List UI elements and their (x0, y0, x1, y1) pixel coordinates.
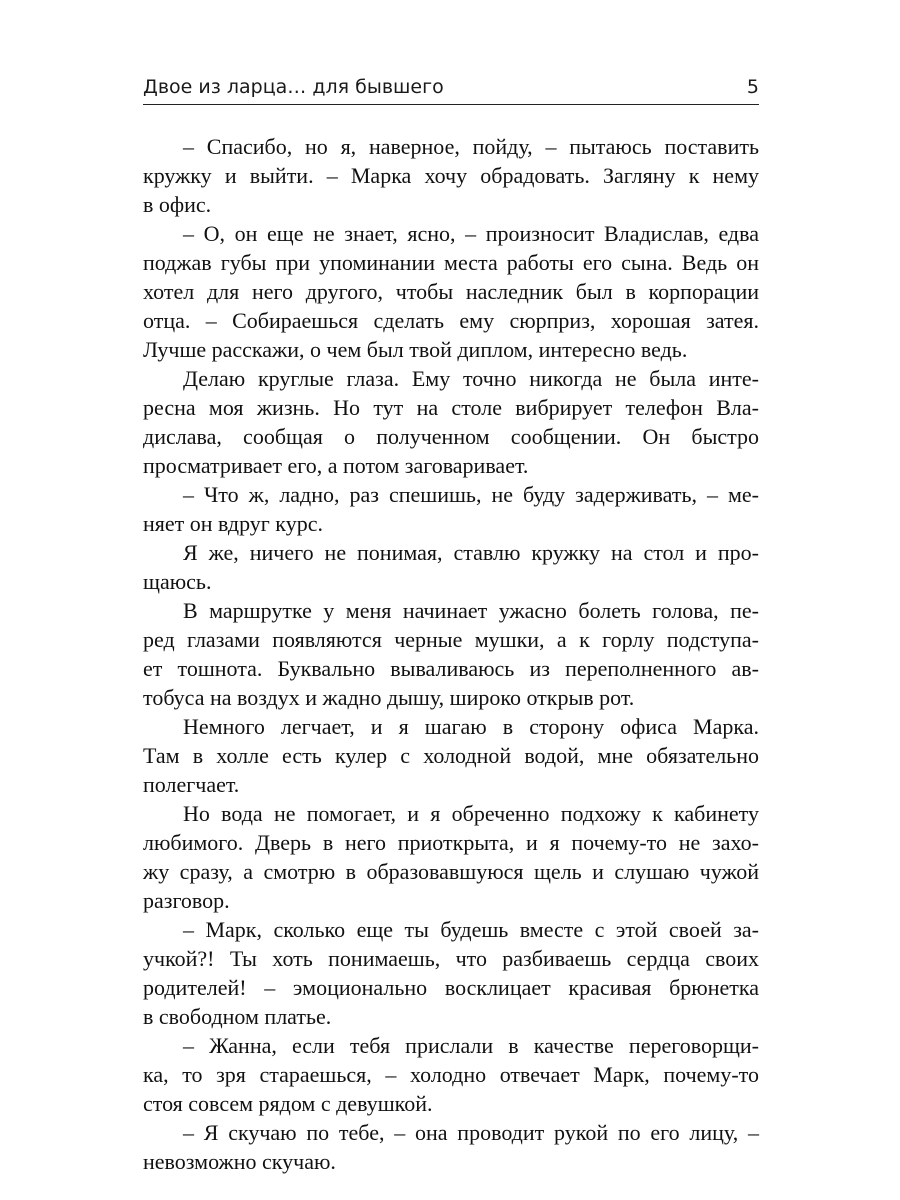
text-line: тобуса на воздух и жадно дышу, широко открыв рот. (143, 685, 635, 710)
text-line: – Спасибо, но я, наверное, пойду, – пытаюсь поставить (183, 134, 759, 159)
running-header (143, 76, 759, 102)
text-line: поджав губы при упоминании места работы его сына. Ведь он (143, 250, 759, 275)
paragraph (143, 1031, 759, 1118)
text-line: ред глазами появляются черные мушки, а к горлу подступа- (143, 627, 759, 652)
paragraph (143, 219, 759, 364)
text-line: учкой?! Ты хоть понимаешь, что разбиваешь сердца своих (143, 946, 759, 971)
paragraph (143, 538, 759, 596)
text-line: кружку и выйти. – Марка хочу обрадовать. Загляну к нему (143, 163, 759, 188)
text-line: – О, он еще не знает, ясно, – произносит Владислав, едва (183, 221, 759, 246)
text-line: ка, то зря стараешься, – холодно отвечает Марк, почему-то (143, 1062, 759, 1087)
text-line: любимого. Дверь в него приоткрыта, и я почему-то не захо- (143, 830, 759, 855)
text-line: разговор. (143, 888, 230, 913)
running-title: Двое из ларца… для бывшего (143, 76, 444, 98)
text-line: полегчает. (143, 772, 240, 797)
text-line: – Я скучаю по тебе, – она проводит рукой по его лицу, – (183, 1120, 759, 1145)
text-line: Делаю круглые глаза. Ему точно никогда не была инте- (183, 366, 759, 391)
text-line: – Марк, сколько еще ты будешь вместе с этой своей за- (183, 917, 759, 942)
paragraph (143, 364, 759, 480)
text-line: Я же, ничего не понимая, ставлю кружку на стол и про- (183, 540, 759, 565)
paragraph (143, 1118, 759, 1176)
body-text (143, 132, 759, 1176)
paragraph (143, 915, 759, 1031)
text-line: просматривает его, а потом заговаривает. (143, 453, 529, 478)
text-line: Но вода не помогает, и я обреченно подхожу к кабинету (183, 801, 759, 826)
text-line: хотел для него другого, чтобы наследник был в корпорации (143, 279, 759, 304)
paragraph (143, 799, 759, 915)
text-line: в офис. (143, 192, 212, 217)
text-line: Там в холле есть кулер с холодной водой, мне обязательно (143, 743, 759, 768)
page-number: 5 (746, 76, 759, 98)
text-line: Лучше расскажи, о чем был твой диплом, интересно ведь. (143, 337, 688, 362)
paragraph (143, 596, 759, 712)
paragraph (143, 480, 759, 538)
text-line: В маршрутке у меня начинает ужасно болеть голова, пе- (183, 598, 759, 623)
text-line: в свободном платье. (143, 1004, 332, 1029)
text-line: – Что ж, ладно, раз спешишь, не буду задерживать, – ме- (183, 482, 759, 507)
text-line: щаюсь. (143, 569, 212, 594)
text-line: ет тошнота. Буквально вываливаюсь из переполненного ав- (143, 656, 759, 681)
text-line: дислава, сообщая о полученном сообщении. Он быстро (143, 424, 759, 449)
text-line: Немного легчает, и я шагаю в сторону офиса Марка. (183, 714, 759, 739)
paragraph (143, 712, 759, 799)
text-line: ресна моя жизнь. Но тут на столе вибрирует телефон Вла- (143, 395, 759, 420)
header-rule (143, 104, 759, 105)
text-line: стоя совсем рядом с девушкой. (143, 1091, 433, 1116)
text-line: отца. – Собираешься сделать ему сюрприз, хорошая затея. (143, 308, 759, 333)
text-line: жу сразу, а смотрю в образовавшуюся щель и слушаю чужой (143, 859, 759, 884)
text-line: няет он вдруг курс. (143, 511, 323, 536)
paragraph (143, 132, 759, 219)
text-line: родителей! – эмоционально восклицает красивая брюнетка (143, 975, 759, 1000)
text-line: невозможно скучаю. (143, 1149, 336, 1174)
text-line: – Жанна, если тебя прислали в качестве переговорщи- (183, 1033, 759, 1058)
